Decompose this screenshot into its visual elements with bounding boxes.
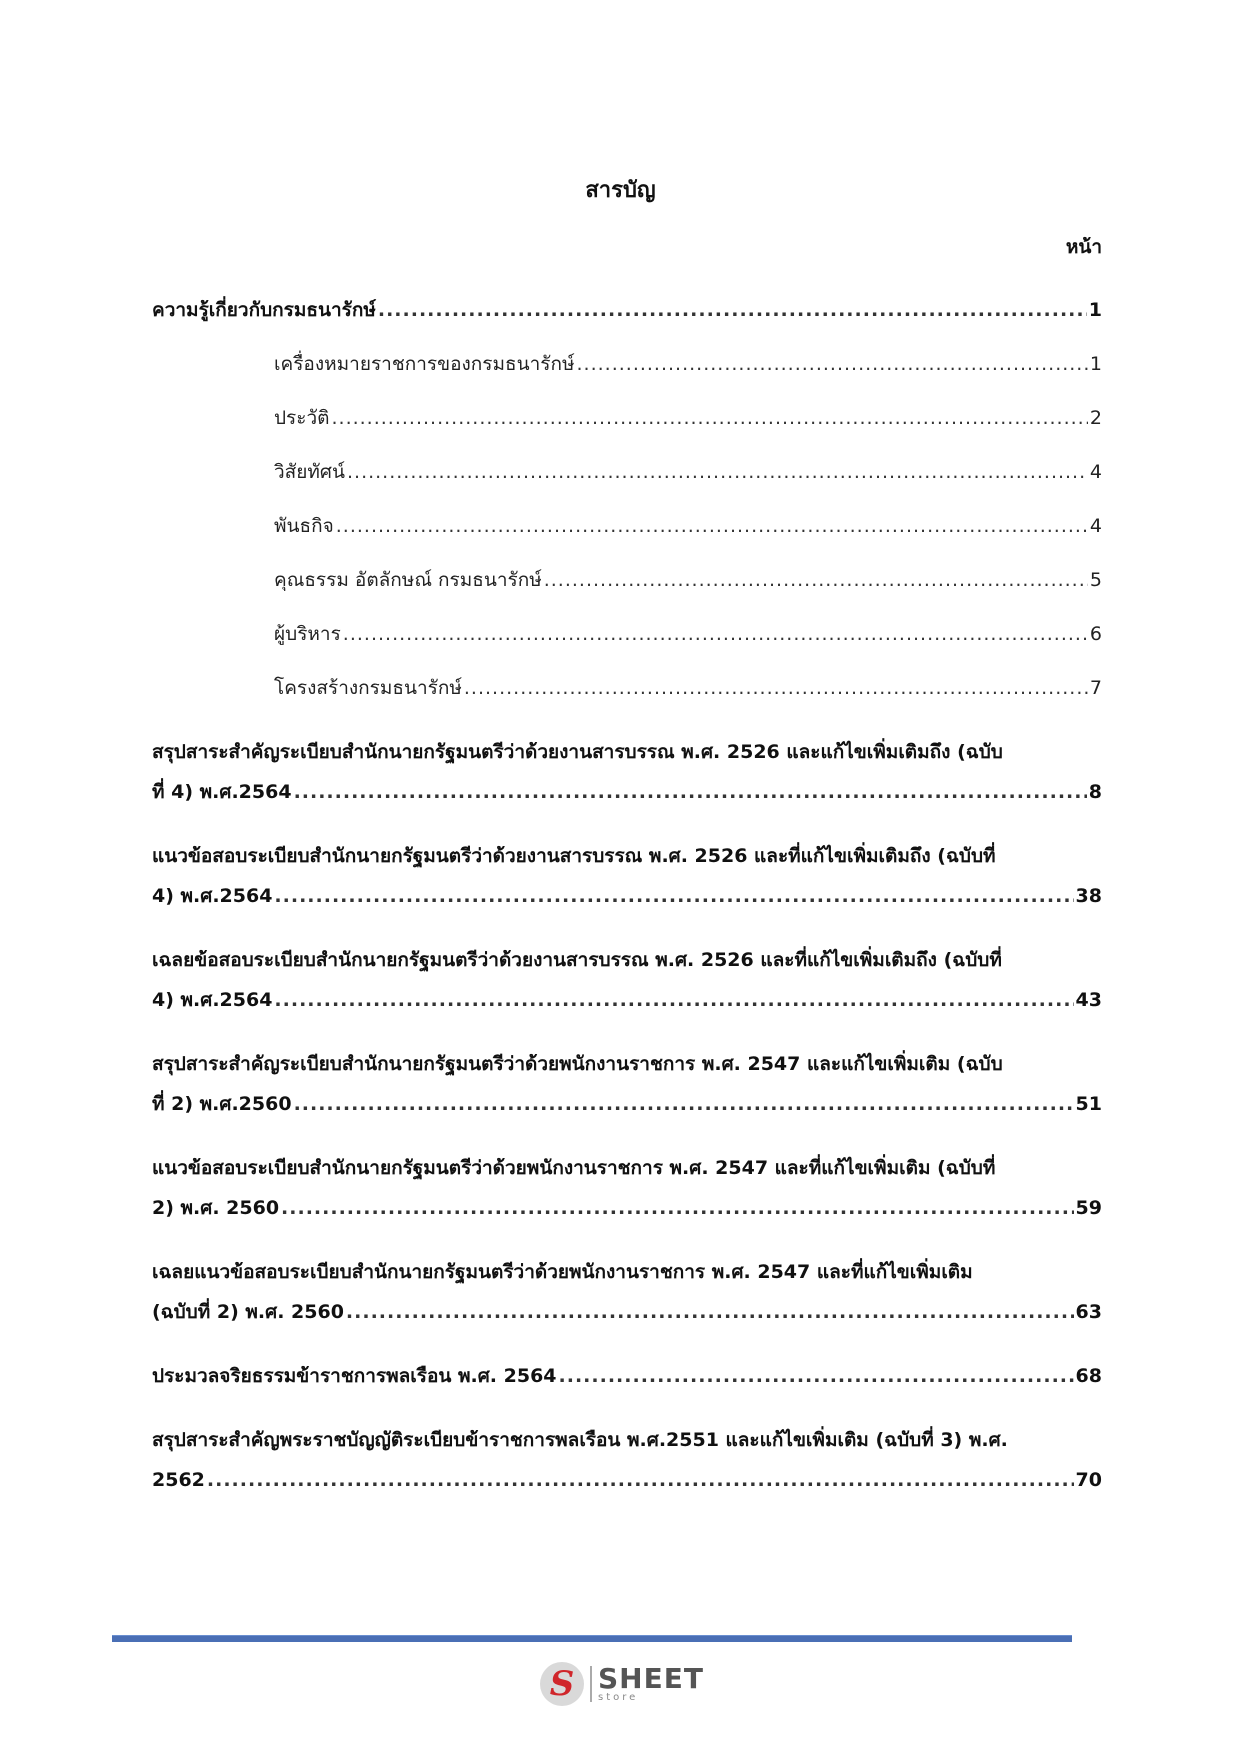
toc-entry: [152, 1044, 1102, 1124]
dot-leader: [343, 614, 1088, 654]
dot-leader: [544, 560, 1088, 600]
logo-divider: [590, 1666, 592, 1702]
page-column-label: หน้า: [1065, 236, 1102, 258]
toc-page-number: 1: [1088, 299, 1102, 321]
toc-subentry: [274, 398, 1102, 438]
toc-entry-title: 2562: [152, 1469, 205, 1491]
toc-subentry: [274, 452, 1102, 492]
toc-entry-title-line1: แนวข้อสอบระเบียบสำนักนายกรัฐมนตรีว่าด้วยงานสารบรรณ พ.ศ. 2526 และที่แก้ไขเพิ่มเติมถึง (ฉบับที่: [152, 845, 996, 867]
page-title: สารบัญ: [585, 178, 656, 203]
toc-page-number: 68: [1075, 1365, 1102, 1387]
toc-entry-title: โครงสร้างกรมธนารักษ์: [274, 677, 462, 699]
footer-rule: [112, 1635, 1072, 1642]
dot-leader: [331, 398, 1087, 438]
dot-leader: [336, 506, 1088, 546]
toc-page-number: 51: [1075, 1093, 1102, 1115]
toc-entry-title: วิสัยทัศน์: [274, 461, 345, 483]
toc-entry-title: ผู้บริหาร: [274, 623, 341, 645]
toc-entry-title: เครื่องหมายราชการของกรมธนารักษ์: [274, 353, 575, 375]
toc-entry-title: 4) พ.ศ.2564: [152, 989, 273, 1011]
dot-leader: [577, 344, 1088, 384]
toc-page-number: 38: [1075, 885, 1102, 907]
toc-entry-title-line1: สรุปสาระสำคัญพระราชบัญญัติระเบียบข้าราชการพลเรือน พ.ศ.2551 และแก้ไขเพิ่มเติม (ฉบับที่ 3) พ.ศ.: [152, 1429, 1008, 1451]
dot-leader: [464, 668, 1088, 708]
toc-entry-title: ประวัติ: [274, 407, 330, 429]
sheet-store-logo: [540, 1658, 710, 1710]
toc-entry-title-line1: สรุปสาระสำคัญระเบียบสำนักนายกรัฐมนตรีว่าด้วยพนักงานราชการ พ.ศ. 2547 และแก้ไขเพิ่มเติม (ฉบับ: [152, 1053, 1003, 1075]
toc-entry-title-line1: แนวข้อสอบระเบียบสำนักนายกรัฐมนตรีว่าด้วยพนักงานราชการ พ.ศ. 2547 และที่แก้ไขเพิ่มเติม (ฉบับที่: [152, 1157, 996, 1179]
toc-subentry: [274, 668, 1102, 708]
toc-page-number: 1: [1089, 353, 1102, 375]
toc-page-number: 59: [1075, 1197, 1102, 1219]
dot-leader: [347, 452, 1088, 492]
toc-entry-title: ที่ 4) พ.ศ.2564: [152, 781, 292, 803]
toc-entry-title-line1: เฉลยข้อสอบระเบียบสำนักนายกรัฐมนตรีว่าด้วยงานสารบรรณ พ.ศ. 2526 และที่แก้ไขเพิ่มเติมถึง (ฉบับที่: [152, 949, 1002, 971]
toc-page-number: 43: [1075, 989, 1102, 1011]
toc-entry: [152, 1420, 1102, 1500]
toc-page-number: 2: [1089, 407, 1102, 429]
toc-page-number: 4: [1089, 461, 1102, 483]
toc-subentry: [274, 506, 1102, 546]
toc-page-number: 6: [1089, 623, 1102, 645]
toc-entry-title: 4) พ.ศ.2564: [152, 885, 273, 907]
toc-entry-title: (ฉบับที่ 2) พ.ศ. 2560: [152, 1301, 344, 1323]
table-of-contents: [152, 290, 1102, 1500]
toc-entry-title: 2) พ.ศ. 2560: [152, 1197, 280, 1219]
dot-leader: [294, 1084, 1074, 1124]
toc-subentry: [274, 560, 1102, 600]
toc-entry: [152, 836, 1102, 916]
toc-page-number: 63: [1075, 1301, 1102, 1323]
dot-leader: [281, 1188, 1074, 1228]
toc-entry: [152, 732, 1102, 812]
toc-entry-title-line1: สรุปสาระสำคัญระเบียบสำนักนายกรัฐมนตรีว่าด้วยงานสารบรรณ พ.ศ. 2526 และแก้ไขเพิ่มเติมถึง (ฉบับ: [152, 741, 1003, 763]
toc-entry-title: พันธกิจ: [274, 515, 334, 537]
dot-leader: [274, 980, 1073, 1020]
dot-leader: [346, 1292, 1074, 1332]
logo-mark-icon: S: [540, 1662, 584, 1706]
toc-subentry: [274, 614, 1102, 654]
dot-leader: [274, 876, 1073, 916]
toc-entry: [152, 940, 1102, 1020]
toc-subentry: [274, 344, 1102, 384]
toc-entry: [152, 1252, 1102, 1332]
toc-entry-title: ที่ 2) พ.ศ.2560: [152, 1093, 292, 1115]
toc-page-number: 7: [1089, 677, 1102, 699]
logo-wordmark: SHEET store: [598, 1662, 704, 1703]
dot-leader: [294, 772, 1087, 812]
dot-leader: [559, 1356, 1074, 1396]
dot-leader: [378, 290, 1087, 330]
toc-entry-title-line1: เฉลยแนวข้อสอบระเบียบสำนักนายกรัฐมนตรีว่าด้วยพนักงานราชการ พ.ศ. 2547 และที่แก้ไขเพิ่มเติม: [152, 1261, 973, 1283]
toc-entry: [152, 290, 1102, 330]
toc-entry: [152, 1148, 1102, 1228]
toc-page-number: 70: [1075, 1469, 1102, 1491]
toc-entry-title: ประมวลจริยธรรมข้าราชการพลเรือน พ.ศ. 2564: [152, 1365, 557, 1387]
toc-page-number: 8: [1088, 781, 1102, 803]
toc-page-number: 5: [1089, 569, 1102, 591]
toc-entry-title: ความรู้เกี่ยวกับกรมธนารักษ์: [152, 299, 376, 321]
toc-entry: [152, 1356, 1102, 1396]
dot-leader: [207, 1460, 1074, 1500]
toc-entry-title: คุณธรรม อัตลักษณ์ กรมธนารักษ์: [274, 569, 542, 591]
toc-page-number: 4: [1089, 515, 1102, 537]
